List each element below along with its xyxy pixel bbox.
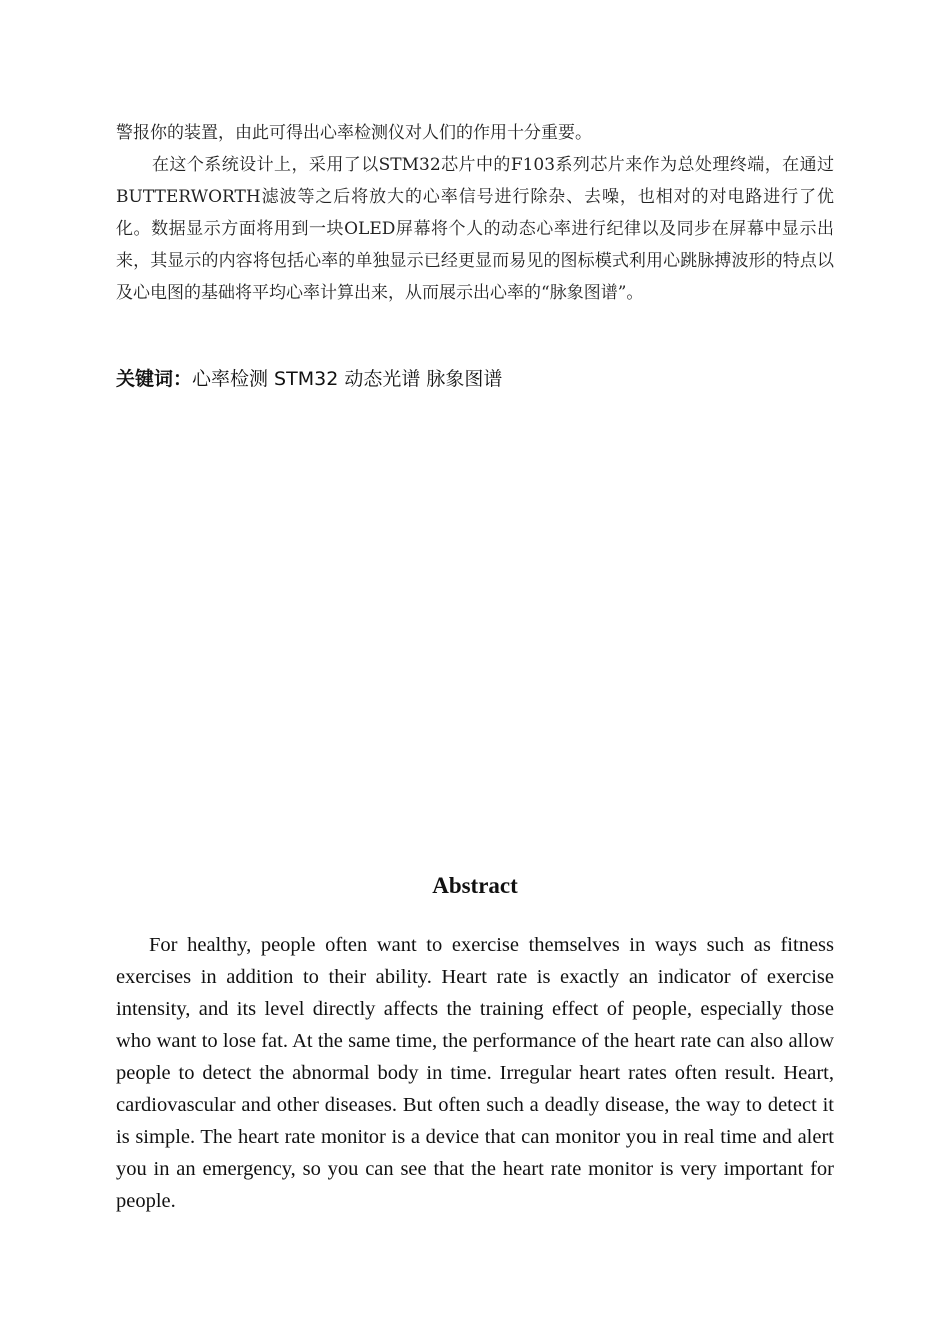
keywords-value: 心率检测 STM32 动态光谱 脉象图谱	[192, 368, 503, 390]
keywords-line	[116, 362, 834, 396]
chinese-abstract-section	[116, 117, 834, 309]
chinese-paragraph-continuation: 警报你的装置，由此可得出心率检测仪对人们的作用十分重要。	[116, 123, 592, 143]
chinese-paragraph-system-design: 在这个系统设计上，采用了以STM32芯片中的F103系列芯片来作为总处理终端，在通过BUTTERWORTH滤波等之后将放大的心率信号进行除杂、去噪，也相对的对电路进行了优化。数据显示方面将用到一块OLED屏幕将个人的动态心率进行纪律以及同步在屏幕中显示出来，其显示的内容将包括心率的单独显示已经更显而易见的图标模式利用心跳脉搏波形的特点以及心电图的基础将平均心率计算出来，从而展示出心率的“脉象图谱”。	[116, 155, 834, 303]
abstract-paragraph: For healthy, people often want to exercise themselves in ways such as fitness exercises in addition to their ability. Heart rate is exactly an indicator of exercise intensity, and its level directly affects the training effect of people, especially those who want to lose fat. At the same time, the performance of the heart rate can also allow people to detect the abnormal body in time. Irregular heart rates often result. Heart, cardiovascular and other diseases. But often such a deadly disease, the way to detect it is simple. The heart rate monitor is a device that can monitor you in real time and alert you in an emergency, so you can see that the heart rate monitor is very important for people.	[116, 934, 834, 1212]
abstract-heading: Abstract	[432, 873, 518, 898]
keywords-label: 关键词：	[116, 368, 193, 390]
